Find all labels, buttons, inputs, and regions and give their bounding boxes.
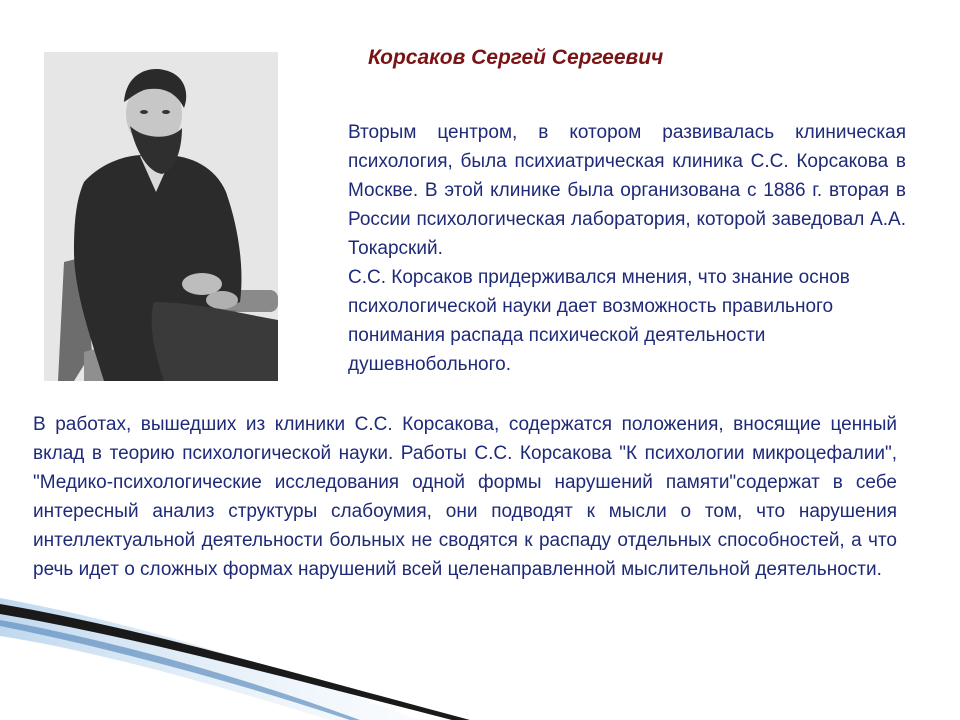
slide-title: Корсаков Сергей Сергеевич: [368, 46, 664, 69]
right-paragraph-1: Вторым центром, в котором развивалась клиническая психология, была психиатрическая клиника С.С. Корсакова в Москве. В этой клинике была организована с 1886 г. вторая в России психологическая лаборатория, которой заведовал А.А. Токарский.: [348, 122, 906, 259]
bottom-paragraph: В работах, вышедших из клиники С.С. Корсакова, содержатся положения, вносящие ценный вклад в теорию психологической науки. Работы С.С. Корсакова "К психологии микроцефалии", "Медико-психологические исследования одной формы нарушений памяти"содержат в себе интересный анализ структуры слабоумия, они подводят к мысли о том, что нарушения интеллектуальной деятельности больных не сводятся к распаду отдельных способностей, а что речь идет о сложных формах нарушений всей целенаправленной мыслительной деятельности.: [33, 414, 897, 580]
swoosh-dark-line: [0, 604, 470, 720]
right-text-block: [348, 118, 906, 379]
right-paragraph-2: С.С. Корсаков придерживался мнения, что знание основ психологической науки дает возможность правильного понимания распада психической деятельности душевнобольного.: [348, 267, 850, 375]
portrait-photo-icon: [44, 52, 278, 381]
